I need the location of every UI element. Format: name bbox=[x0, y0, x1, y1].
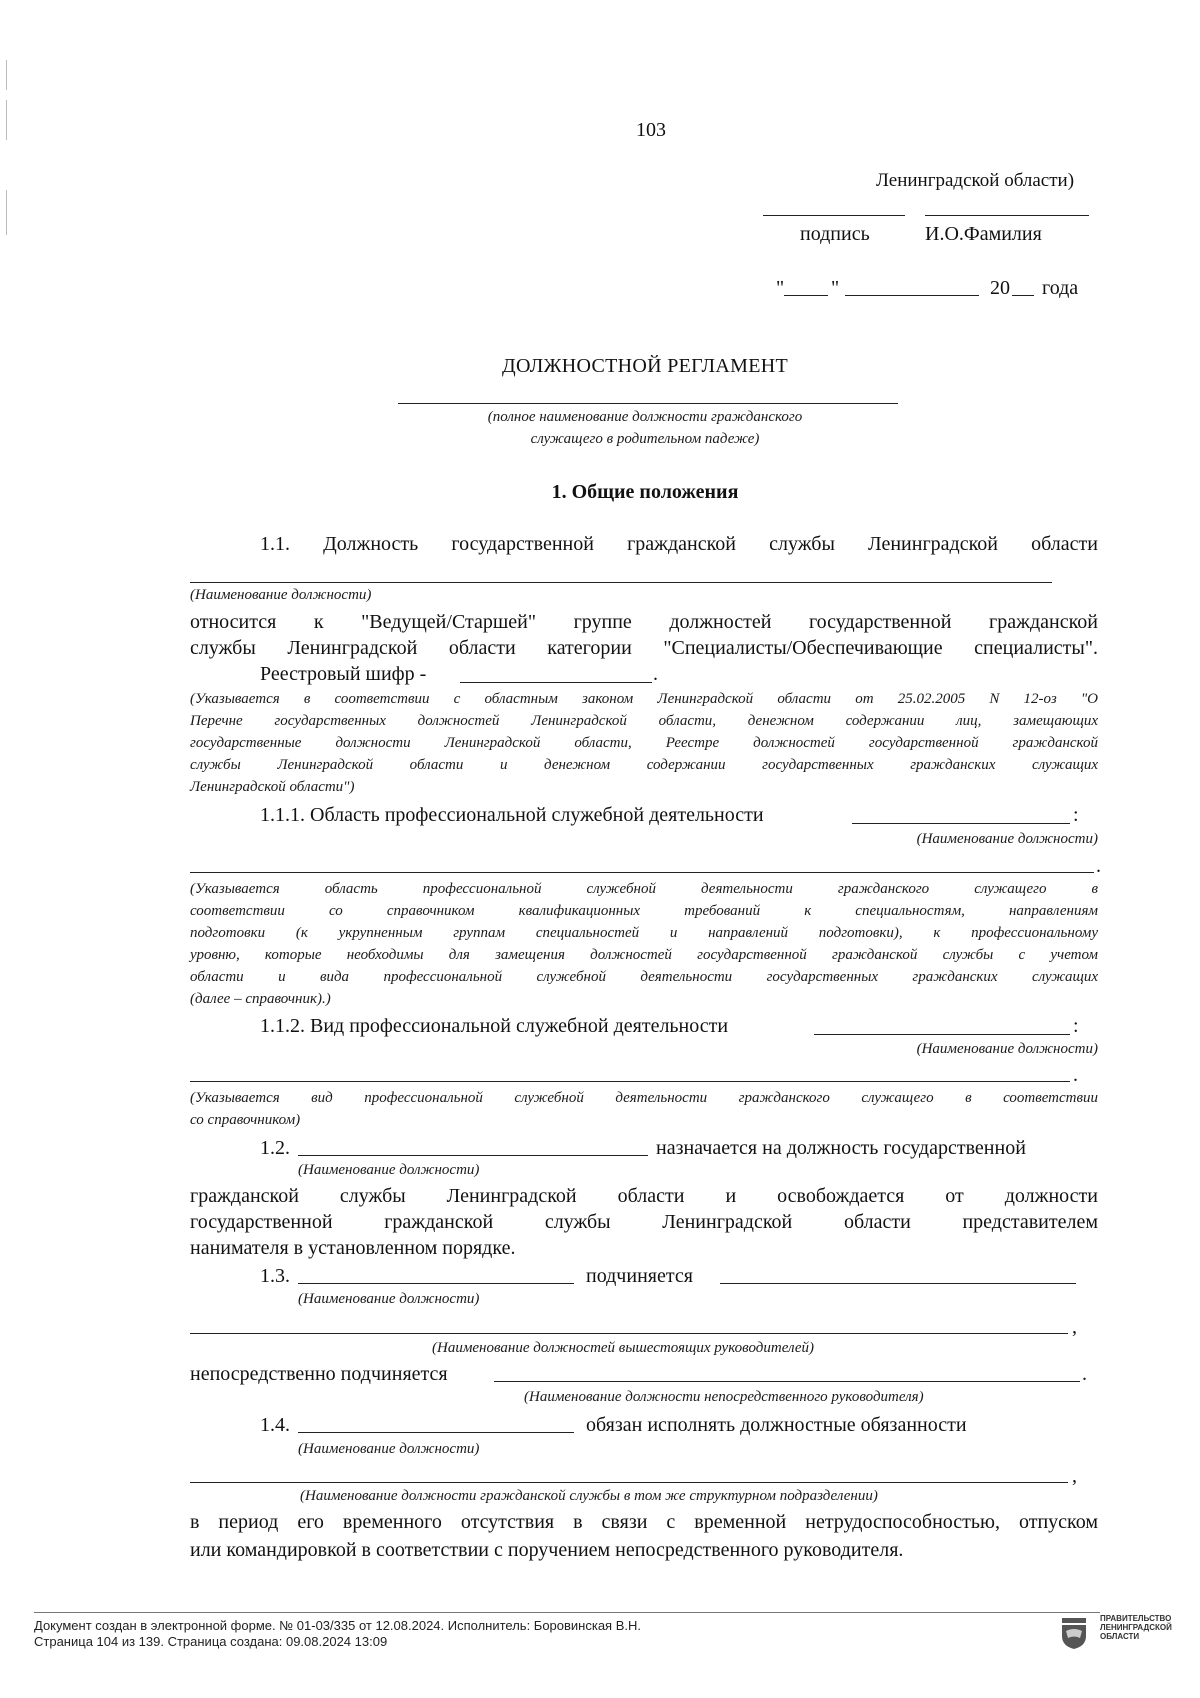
clause-1-1-intro: 1.1. Должность государственной гражданской службы Ленинградской области bbox=[260, 533, 1098, 555]
clause-1-1-1-period: . bbox=[1096, 855, 1101, 877]
title-name-line bbox=[398, 403, 898, 404]
logo-text-2: ЛЕНИНГРАДСКОЙ bbox=[1100, 1623, 1172, 1632]
clause-1-4-unit-line bbox=[190, 1482, 1068, 1483]
document-title: ДОЛЖНОСТНОЙ РЕГЛАМЕНТ bbox=[502, 355, 788, 377]
date-year-suffix: года bbox=[1042, 277, 1079, 299]
approval-region: Ленинградской области) bbox=[876, 170, 1075, 191]
clause-1-4-body-1: в период его временного отсутствия в связи с временной нетрудоспособностью, отпуском bbox=[190, 1511, 1098, 1533]
footer-line-2: Страница 104 из 139. Страница создана: 09.08.2024 13:09 bbox=[34, 1634, 388, 1649]
clause-1-3-direct-line bbox=[494, 1381, 1080, 1382]
area-note-5: области и вида профессиональной служебной деятельности государственных гражданских служащих bbox=[190, 969, 1098, 985]
clause-1-3-superior-line bbox=[720, 1283, 1076, 1284]
clause-1-1-1-fullline bbox=[190, 872, 1094, 873]
clause-1-1-1-hint: (Наименование должности) bbox=[916, 831, 1098, 847]
clause-1-3-line bbox=[298, 1283, 574, 1284]
registry-label: Реестровый шифр - bbox=[260, 663, 427, 685]
clause-1-4-unit-hint: (Наименование должности гражданской службы в том же структурном подразделении) bbox=[300, 1488, 878, 1504]
area-note-6: (далее – справочник).) bbox=[190, 991, 331, 1007]
area-note-4: уровню, которые необходимы для замещения должностей государственной гражданской службы с учетом bbox=[190, 947, 1098, 963]
clause-1-3-direct-hint: (Наименование должности непосредственного руководителя) bbox=[524, 1389, 924, 1405]
logo-text-1: ПРАВИТЕЛЬСТВО bbox=[1100, 1614, 1172, 1623]
date-quote-open: " bbox=[776, 277, 785, 299]
title-note-line1: (полное наименование должности гражданского bbox=[487, 409, 803, 425]
name-line bbox=[925, 215, 1089, 216]
title-note-line2: служащего в родительном падеже) bbox=[530, 431, 760, 447]
clause-1-1-1-colon: : bbox=[1073, 804, 1079, 826]
signature-line bbox=[763, 215, 905, 216]
footer-rule bbox=[34, 1612, 1100, 1613]
kind-note-1: (Указывается вид профессиональной служебной деятельности гражданского служащего в соответствии bbox=[190, 1090, 1098, 1106]
clause-1-4-comma: , bbox=[1072, 1465, 1077, 1487]
position-name-line bbox=[190, 582, 1052, 583]
coat-of-arms-icon bbox=[1060, 1616, 1088, 1650]
clause-1-4-text: обязан исполнять должностные обязанности bbox=[586, 1414, 967, 1436]
clause-1-3-superiors-line bbox=[190, 1333, 1068, 1334]
clause-1-3-superiors-hint: (Наименование должностей вышестоящих руководителей) bbox=[432, 1340, 815, 1356]
kind-note-2: со справочником) bbox=[190, 1112, 301, 1128]
clause-1-1-2-line bbox=[814, 1034, 1070, 1035]
signature-label: подпись bbox=[800, 223, 870, 245]
clause-1-2-hint: (Наименование должности) bbox=[298, 1162, 480, 1178]
clause-1-1-1-label: 1.1.1. Область профессиональной служебной деятельности bbox=[260, 804, 764, 826]
scan-margin-mark bbox=[6, 190, 7, 235]
clause-1-3-number: 1.3. bbox=[260, 1265, 290, 1287]
position-name-hint: (Наименование должности) bbox=[190, 587, 372, 603]
clause-1-3-comma: , bbox=[1072, 1316, 1077, 1338]
clause-1-2-line bbox=[298, 1155, 648, 1156]
clause-1-1-line3: службы Ленинградской области категории "Специалисты/Обеспечивающие специалисты". bbox=[190, 637, 1098, 659]
area-note-2: соответствии со справочником квалификационных требований к специальностям, направлениям bbox=[190, 903, 1098, 919]
clause-1-2-number: 1.2. bbox=[260, 1137, 290, 1159]
clause-1-4-line bbox=[298, 1432, 574, 1433]
registry-note-2: Перечне государственных должностей Ленинградской области, денежном содержании лиц, замещающих bbox=[190, 713, 1098, 729]
clause-1-2-body-1: гражданской службы Ленинградской области и освобождается от должности bbox=[190, 1185, 1098, 1207]
government-logo bbox=[1060, 1614, 1180, 1654]
area-note-3: подготовки (к укрупненным группам специальностей и направлений подготовки), к профессиональному bbox=[190, 925, 1098, 941]
clause-1-2-body-3: нанимателя в установленном порядке. bbox=[190, 1237, 516, 1259]
date-day-line bbox=[784, 295, 828, 296]
registry-end: . bbox=[653, 663, 658, 685]
area-note-1: (Указывается область профессиональной служебной деятельности гражданского служащего в bbox=[190, 881, 1098, 897]
registry-code-line bbox=[460, 682, 652, 683]
date-quote-close: " bbox=[831, 277, 840, 299]
registry-note-5: Ленинградской области") bbox=[190, 779, 355, 795]
clause-1-4-body-2: или командировкой в соответствии с поручением непосредственного руководителя. bbox=[190, 1539, 904, 1561]
clause-1-1-2-colon: : bbox=[1073, 1015, 1079, 1037]
date-year-prefix: 20 bbox=[990, 277, 1010, 299]
registry-note-1: (Указывается в соответствии с областным законом Ленинградской области от 25.02.2005 N 12-оз "О bbox=[190, 691, 1098, 707]
name-label: И.О.Фамилия bbox=[925, 223, 1042, 245]
date-year-line bbox=[1012, 295, 1034, 296]
scan-margin-mark bbox=[6, 100, 7, 140]
page-number: 103 bbox=[636, 119, 666, 141]
clause-1-1-2-label: 1.1.2. Вид профессиональной служебной деятельности bbox=[260, 1015, 729, 1037]
clause-1-3-direct-label: непосредственно подчиняется bbox=[190, 1363, 448, 1385]
clause-1-1-2-period: . bbox=[1073, 1064, 1078, 1086]
clause-1-2-body-2: государственной гражданской службы Ленинградской области представителем bbox=[190, 1211, 1098, 1233]
footer-line-1: Документ создан в электронной форме. № 01-03/335 от 12.08.2024. Исполнитель: Боровинская В.Н. bbox=[34, 1618, 641, 1633]
clause-1-4-number: 1.4. bbox=[260, 1414, 290, 1436]
logo-text-3: ОБЛАСТИ bbox=[1100, 1632, 1140, 1641]
clause-1-3-text: подчиняется bbox=[586, 1265, 693, 1287]
section-heading: 1. Общие положения bbox=[551, 481, 739, 503]
clause-1-3-direct-period: . bbox=[1082, 1363, 1087, 1385]
clause-1-1-2-hint: (Наименование должности) bbox=[916, 1041, 1098, 1057]
registry-note-4: службы Ленинградской области и денежном содержании государственных гражданских служащих bbox=[190, 757, 1098, 773]
registry-note-3: государственные должности Ленинградской области, Реестре должностей государственной гражданской bbox=[190, 735, 1098, 751]
clause-1-4-hint: (Наименование должности) bbox=[298, 1441, 480, 1457]
clause-1-3-hint: (Наименование должности) bbox=[298, 1291, 480, 1307]
scan-margin-mark bbox=[6, 60, 7, 90]
clause-1-2-text: назначается на должность государственной bbox=[656, 1137, 1026, 1159]
clause-1-1-1-line bbox=[852, 823, 1070, 824]
clause-1-1-2-fullline bbox=[190, 1081, 1070, 1082]
clause-1-1-line2: относится к "Ведущей/Старшей" группе должностей государственной гражданской bbox=[190, 611, 1098, 633]
date-month-line bbox=[845, 295, 979, 296]
